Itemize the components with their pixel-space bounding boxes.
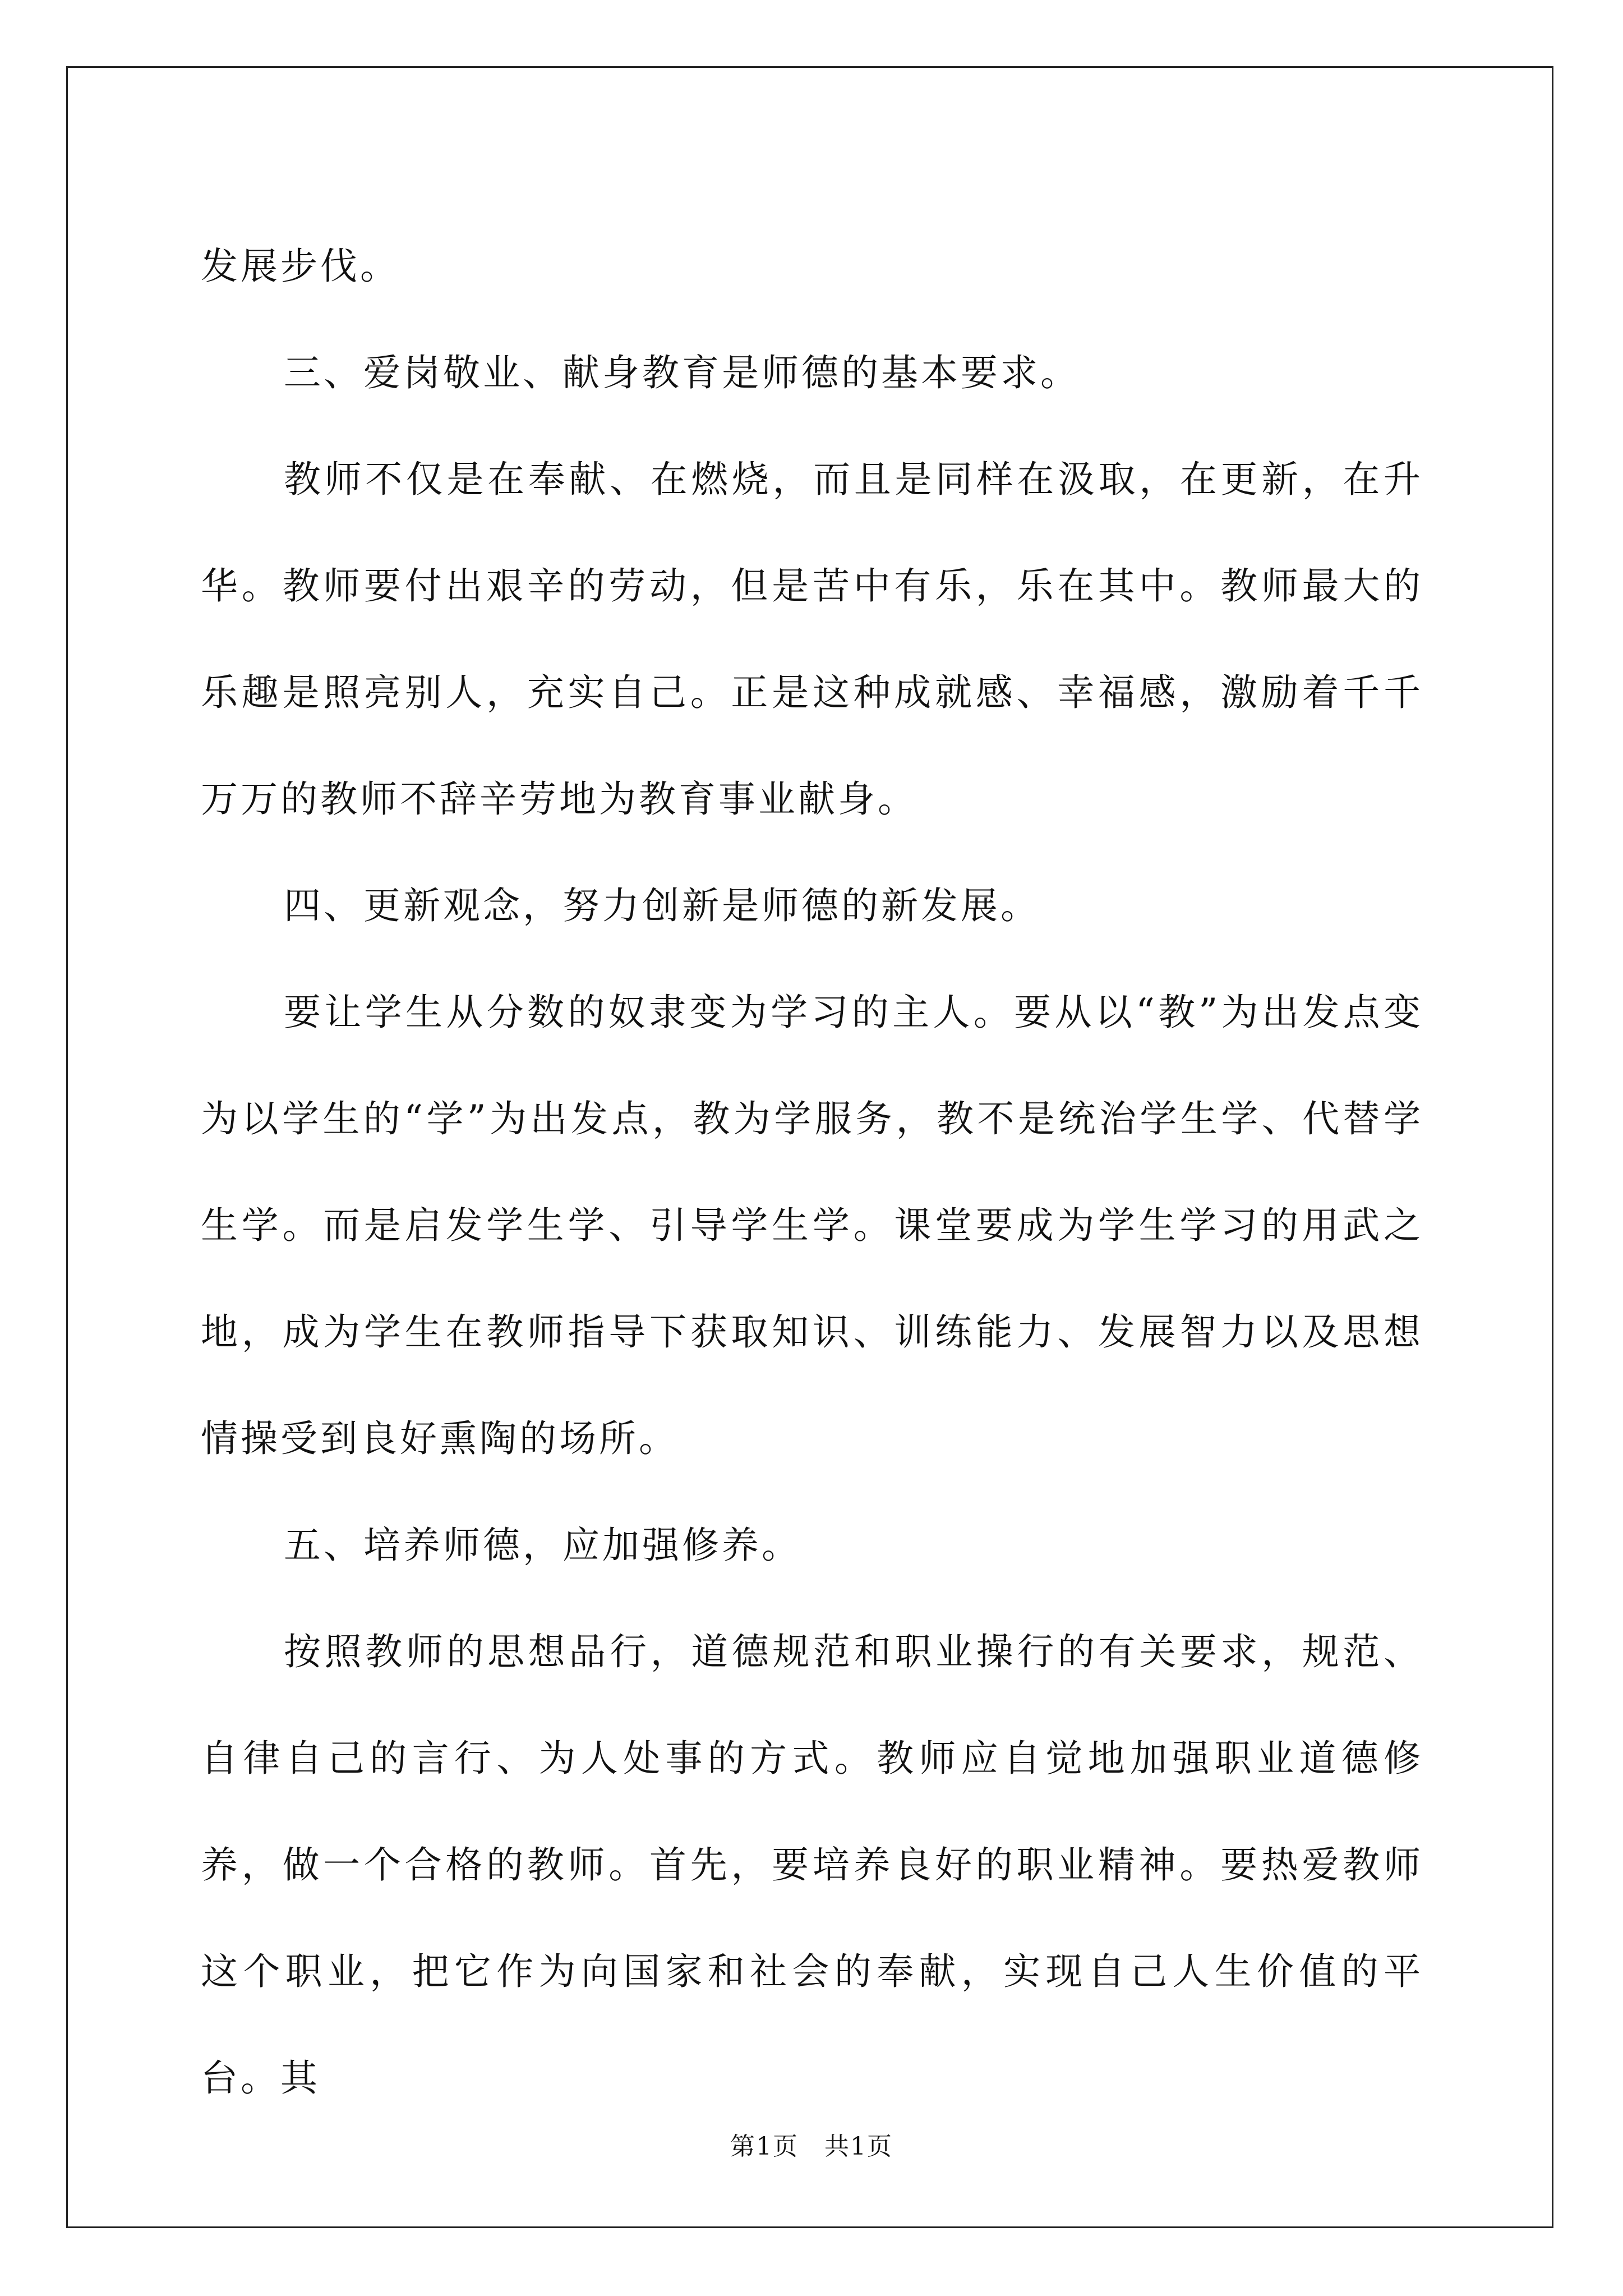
- paragraph-5-body: 按照教师的思想品行，道德规范和职业操行的有关要求，规范、自律自己的言行、为人处事的方式。教师应自觉地加强职业道德修养，做一个合格的教师。首先，要培养良好的职业精神。要热爱教师这个职业，把它作为向国家和社会的奉献，实现自己人生价值的平台。其: [201, 1630, 1423, 2100]
- section-heading-4: 四、更新观念，努力创新是师德的新发展。: [284, 884, 1040, 927]
- page-number-footer: 第1页 共1页: [730, 2132, 893, 2161]
- section-heading-3: 三、爱岗敬业、献身教育是师德的基本要求。: [284, 351, 1080, 394]
- document-body: [201, 213, 1423, 2132]
- paragraph-continuation: 发展步伐。: [201, 245, 400, 288]
- paragraph-3-body: 教师不仅是在奉献、在燃烧，而且是同样在汲取，在更新，在升华。教师要付出艰辛的劳动，但是苦中有乐，乐在其中。教师最大的乐趣是照亮别人，充实自己。正是这种成就感、幸福感，激励着千千万万的教师不辞辛劳地为教育事业献身。: [201, 458, 1423, 821]
- section-heading-5: 五、培养师德，应加强修养。: [284, 1524, 801, 1567]
- paragraph-4-body: 要让学生从分数的奴隶变为学习的主人。要从以“教”为出发点变为以学生的“学”为出发点，教为学服务，教不是统治学生学、代替学生学。而是启发学生学、引导学生学。课堂要成为学生学习的用武之地，成为学生在教师指导下获取知识、训练能力、发展智力以及思想情操受到良好熏陶的场所。: [201, 991, 1423, 1460]
